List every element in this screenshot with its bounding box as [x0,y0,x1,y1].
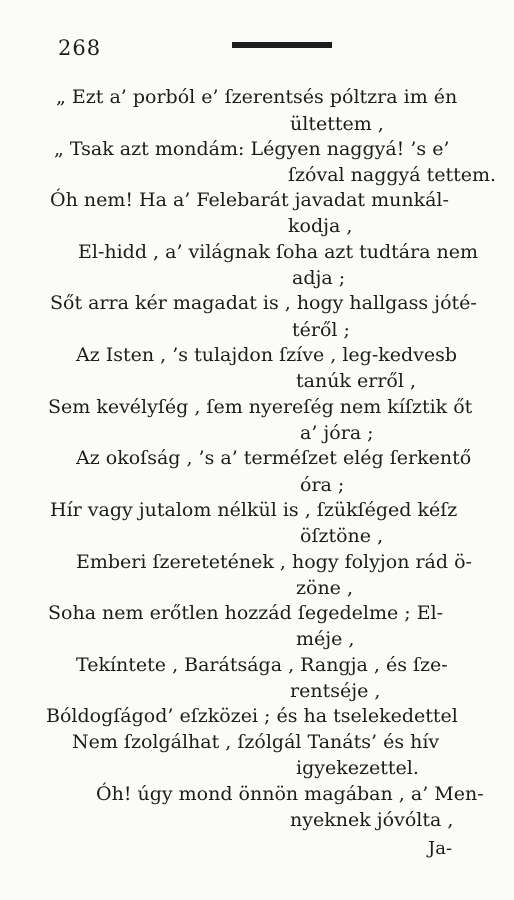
poem-line: „ Ezt a’ porból e’ ſzerentsés póltzra im én [56,86,458,108]
poem-line: Bóldogſágod’ eſzközei ; és ha tselekedettel [46,705,458,727]
poem-line: Sőt arra kér magadat is , hogy hallgass jóté- [50,292,477,314]
poem-line: tanúk erről , [296,370,416,392]
poem-line: nyeknek jóvólta , [290,809,454,831]
header-rule [232,42,332,48]
poem-line: adja ; [292,267,346,289]
poem-line: Soha nem erőtlen hozzád ſegedelme ; El- [48,602,444,624]
catchword: Ja- [428,838,453,859]
poem-line: ültettem , [290,113,384,135]
poem-line: Az okoſság , ’s a’ terméſzet elég ſerkentő [76,447,472,469]
poem-line: öſztöne , [300,525,384,547]
poem-line: Hír vagy jutalom nélkül is , ſzükſéged kéſz [50,499,458,521]
poem-line: téről ; [292,319,350,341]
poem-line: „ Tsak azt mondám: Légyen naggyá! ’s e’ [54,138,450,160]
poem-line: Nem ſzolgálhat , ſzólgál Tanáts’ és hív [72,731,440,753]
poem-line: rentséje , [290,680,381,702]
poem-line: ſzóval naggyá tettem. [288,164,497,186]
poem-line: óra ; [300,474,345,496]
poem-line: El-hidd , a’ világnak ſoha azt tudtára nem [78,241,479,263]
poem-line: zöne , [296,577,354,599]
poem-line: a’ jóra ; [300,422,374,444]
poem-line: Az Isten , ’s tulajdon ſzíve , leg-kedvesb [76,344,458,366]
poem-line: Óh! úgy mond önnön magában , a’ Men- [96,783,484,805]
poem-line: kodja , [288,215,353,237]
poem-line: méje , [296,628,355,650]
page-number: 268 [58,36,102,60]
poem-line: Tekíntete , Barátsága , Rangja , és ſze- [76,654,448,676]
poem-line: Óh nem! Ha a’ Felebarát javadat munkál- [50,189,449,211]
poem-line: Sem kevélyſég , ſem nyereſég nem kíſztik őt [48,396,473,418]
poem-line: igyekezettel. [296,757,419,779]
poem-line: Emberi ſzeretetének , hogy folyjon rád ö- [76,551,472,573]
